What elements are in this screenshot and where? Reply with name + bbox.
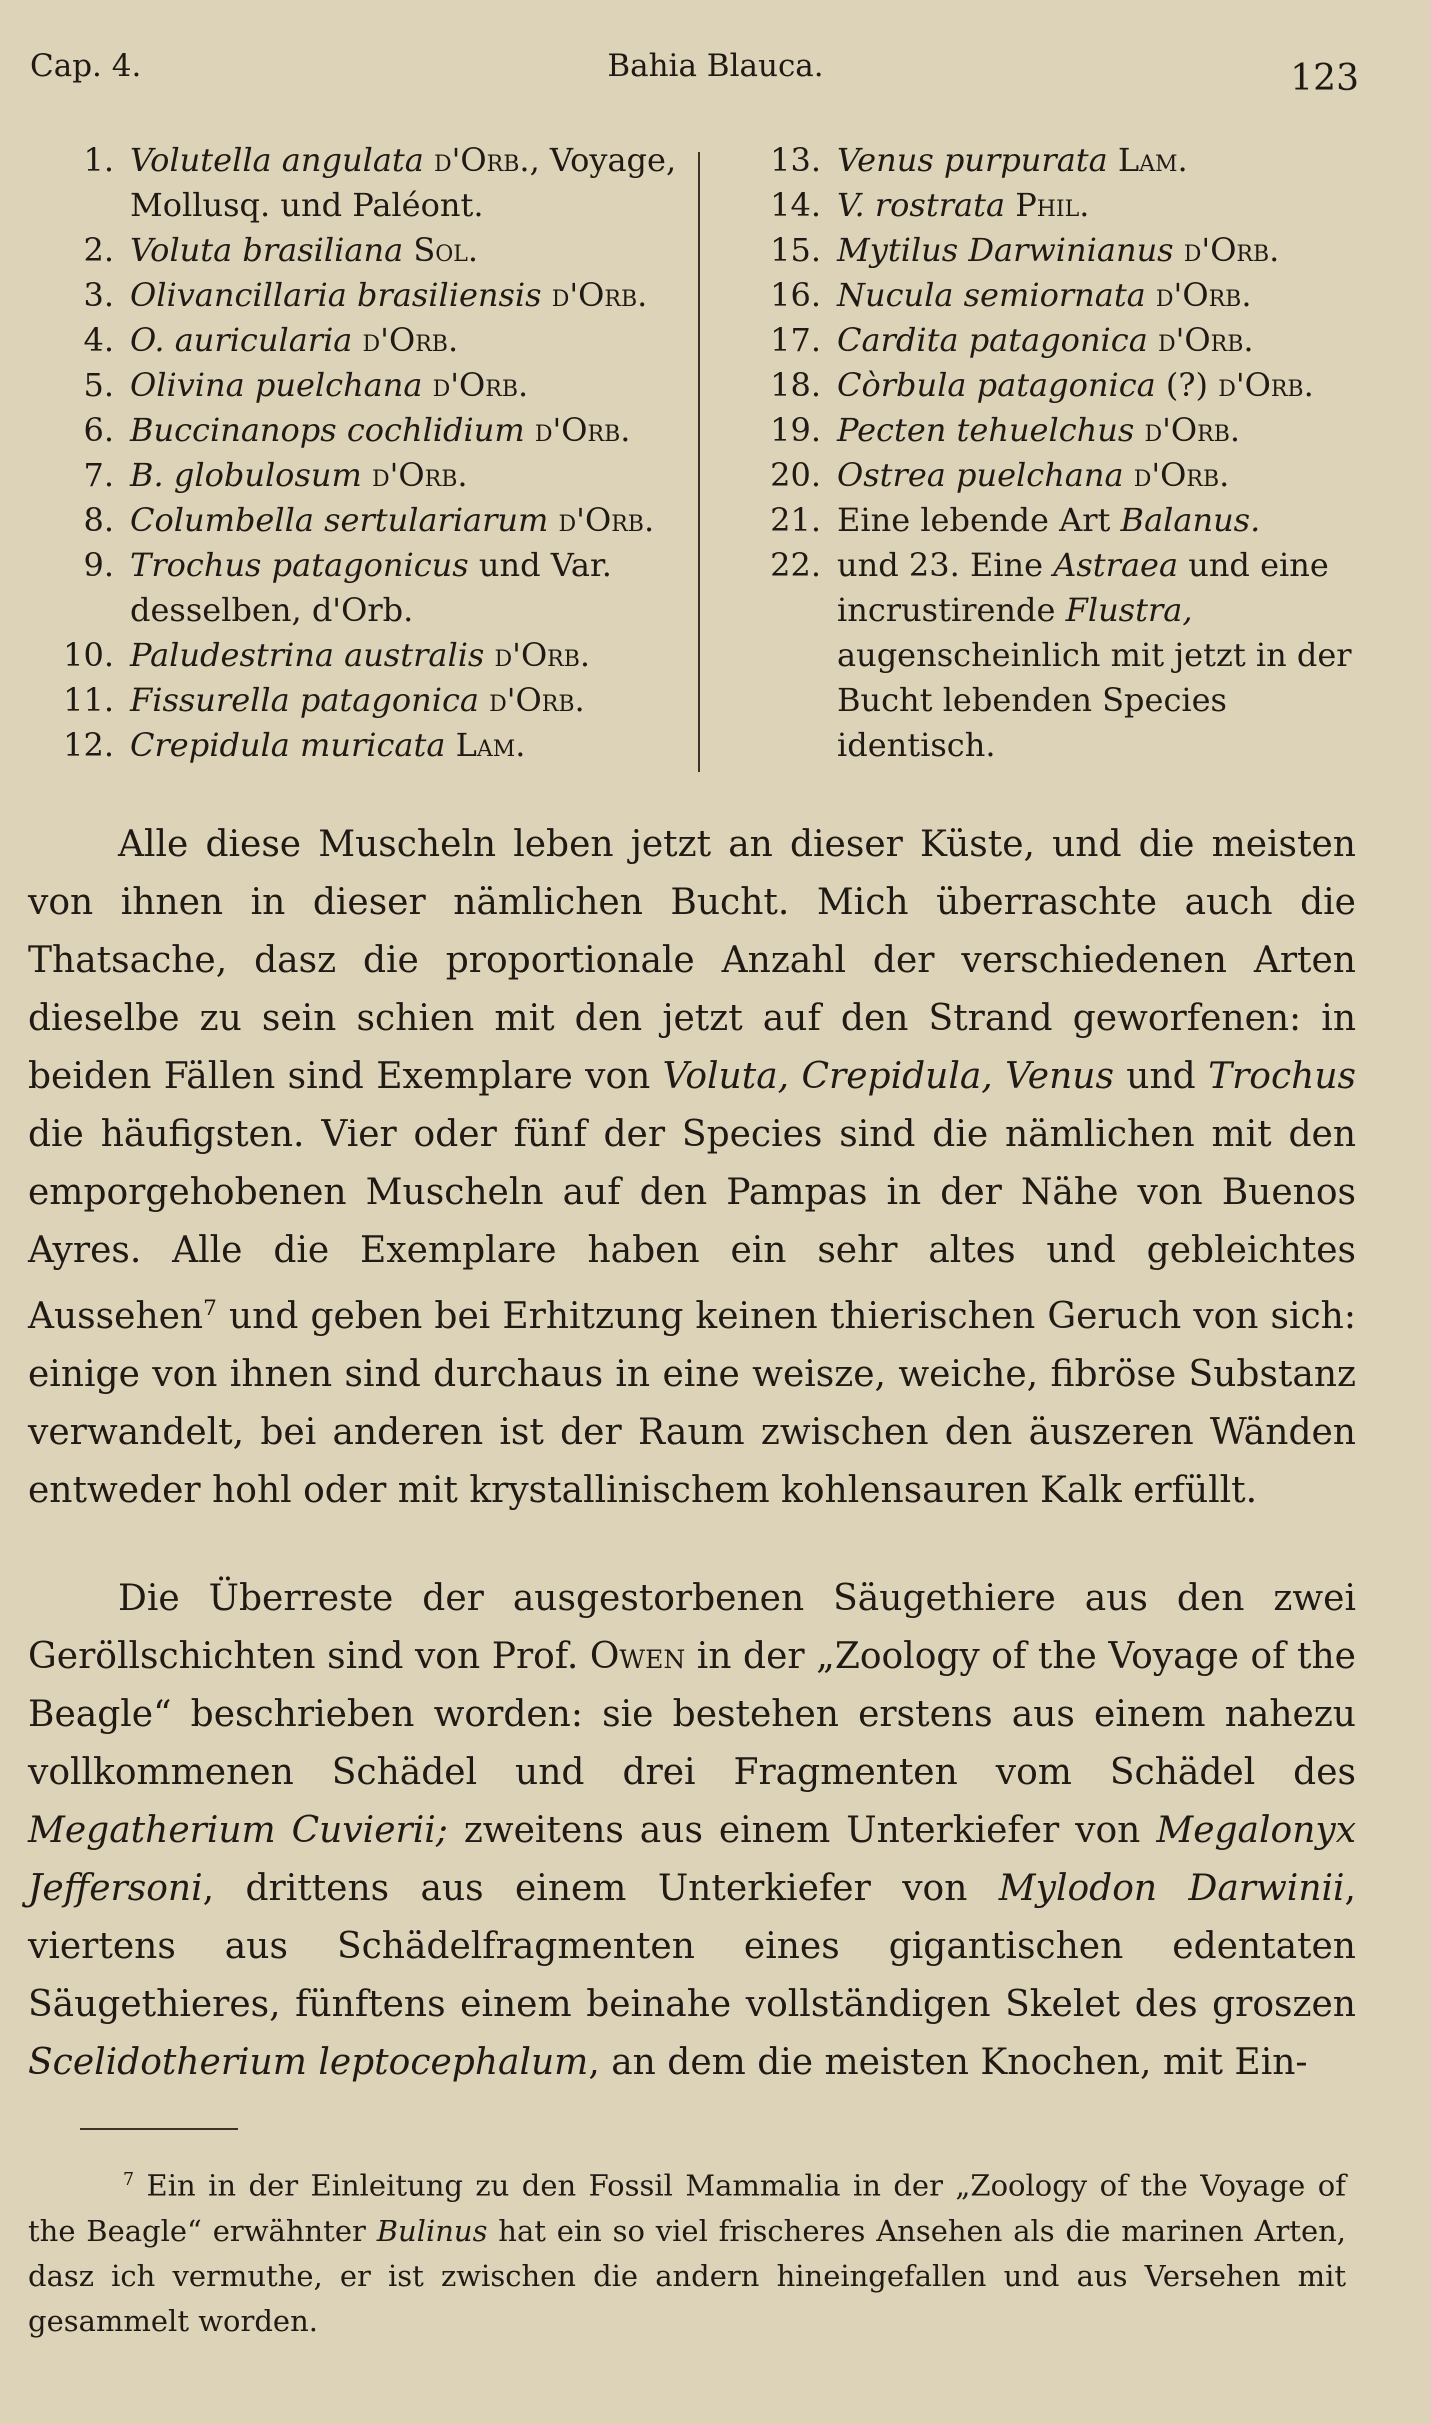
list-item: 20. Ostrea puelchana d'Orb. [770,456,1230,494]
list-item: 16. Nucula semiornata d'Orb. [770,276,1252,314]
list-item: 19. Pecten tehuelchus d'Orb. [770,411,1241,449]
list-item: 4. O. auricularia d'Orb. [83,321,459,359]
list-item: 17. Cardita patagonica d'Orb. [770,321,1254,359]
footnote: $^7$ Ein in der Einleitung zu den Fossil Mammalia in der „Zoology of the Voyage of the Beagle“ erwähnter Bulinus hat ein so viel frischeres Ansehen als die marinen Arten, dasz ich vermuthe, er ist zwischen die andern hineingefallen und aus Versehen mit gesammelt worden. [28,2168,1347,2338]
list-item: 1. Volutella angulata d'Orb., Voyage, Mollusq. und Paléont. [83,141,677,224]
list-item: 6. Buccinanops cochlidium d'Orb. [83,411,631,449]
footnote-marker: 7 [203,1296,217,1321]
body-paragraph-2: Die Überreste der ausgestorbenen Säugethiere aus den zwei Geröllschichten sind von Prof. Owen in der „Zoology of the Voyage of the Beagle“ beschrieben worden: sie bestehen erstens aus einem nahezu vollkommenen Schädel und drei Fragmenten vom Schädel des Megatherium Cuvierii; zweitens aus einem Unterkiefer von Megalonyx Jeffersoni, drittens aus einem Unterkiefer von Mylodon Darwinii, viertens aus Schädelfragmenten eines gigantischen edentaten Säugethieres, fünftens einem beinahe vollständigen Skelet des groszen Scelidotherium leptocephalum, an dem die meisten Knochen, mit Ein- [28,1578,1357,2083]
list-item: 7. B. globulosum d'Orb. [83,456,468,494]
list-item: 22. und 23. Eine Astraea und eine incrustirende Flustra, augenscheinlich mit jetzt in der Bucht lebenden Species identisch. [770,546,1352,764]
list-item: 8. Columbella sertulariarum d'Orb. [83,501,655,539]
list-item: 11. Fissurella patagonica d'Orb. [63,681,585,719]
list-item: 15. Mytilus Darwinianus d'Orb. [770,231,1280,269]
list-item: 18. Còrbula patagonica (?) d'Orb. [770,366,1314,404]
list-item: 12. Crepidula muricata Lam. [63,726,526,764]
page-number: 123 [1290,58,1359,99]
list-item: 10. Paludestrina australis d'Orb. [63,636,591,674]
list-item: 13. Venus purpurata Lam. [770,141,1188,179]
footnote-number: 7 [123,2170,135,2190]
footnote-divider [80,2128,238,2130]
list-item: 21. Eine lebende Art Balanus. [770,501,1261,539]
list-item: 2. Voluta brasiliana Sol. [83,231,479,269]
chapter-label: Cap. 4. [30,48,142,84]
list-item: 3. Olivancillaria brasiliensis d'Orb. [83,276,648,314]
species-list-left [28,138,690,768]
list-item: 9. Trochus patagonicus und Var. desselben, d'Orb. [83,546,612,629]
column-divider [698,152,700,772]
species-list-right [735,138,1360,768]
body-paragraph-1: Alle diese Muscheln leben jetzt an dieser Küste, und die meisten von ihnen in dieser nämlichen Bucht. Mich überraschte auch die Thatsache, dasz die proportionale Anzahl der verschiedenen Arten dieselbe zu sein schien mit den jetzt auf den Strand geworfenen: in beiden Fällen sind Exemplare von Voluta, Crepidula, Venus und Trochus die häufigsten. Vier oder fünf der Species sind die nämlichen mit den emporgehobenen Muscheln auf den Pampas in der Nähe von Buenos Ayres. Alle die Exemplare haben ein sehr altes und gebleichtes Aussehen$^7$ und geben bei Erhitzung keinen thierischen Geruch von sich: einige von ihnen sind durchaus in eine weisze, weiche, fibröse Substanz verwandelt, bei anderen ist der Raum zwischen den äuszeren Wänden entweder hohl oder mit krystallinischem kohlensauren Kalk erfüllt. [28,824,1356,1511]
list-item: 14. V. rostrata Phil. [770,186,1090,224]
running-title: Bahia Blauca. [607,48,824,84]
list-item: 5. Olivina puelchana d'Orb. [83,366,529,404]
